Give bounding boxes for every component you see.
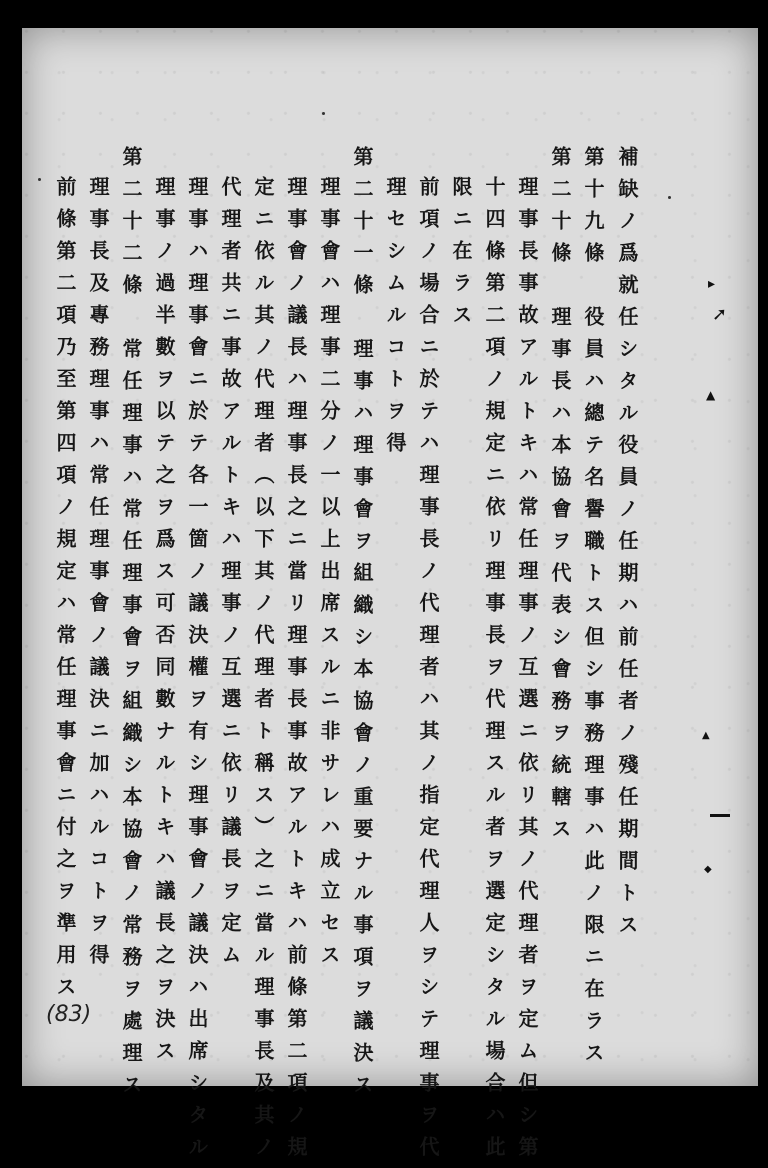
- text-column: 前條第二項乃至第四項ノ規定ハ常任理事會ニ付之ヲ準用ス: [53, 176, 77, 1008]
- margin-mark: ➚: [712, 304, 728, 325]
- ink-speck: [322, 112, 325, 115]
- text-column: 定ニ依ル其ノ代理者（以下其ノ代理者ト稱ス）之ニ當ル理事長及其ノ: [251, 176, 275, 1168]
- text-column: 理事會ハ理事二分ノ一以上出席スルニ非サレハ成立セス: [317, 176, 341, 976]
- text-column: 第十九條 役員ハ總テ名譽職トス但シ事務理事ハ此ノ限ニ在ラス: [581, 146, 605, 1074]
- text-column: 第二十一條 理事ハ理事會ヲ組織シ本協會ノ重要ナル事項ヲ議決ス: [350, 146, 374, 1106]
- text-column: 第二十二條 常任理事ハ常任理事會ヲ組織シ本協會ノ常務ヲ處理ス: [119, 146, 143, 1106]
- text-column: 補缺ノ爲就任シタル役員ノ任期ハ前任者ノ殘任期間トス: [615, 146, 639, 946]
- margin-mark: ▲: [702, 730, 710, 741]
- text-column: 十四條第二項ノ規定ニ依リ理事長ヲ代理スル者ヲ選定シタル場合ハ此: [482, 176, 506, 1168]
- margin-mark: ◆: [704, 864, 712, 875]
- text-column: 限ニ在ラス: [449, 176, 473, 336]
- margin-mark: [710, 814, 730, 817]
- page-number: (83): [46, 1002, 92, 1027]
- text-column: 理セシムルコトヲ得: [383, 176, 407, 464]
- text-column: 第二十條 理事長ハ本協會ヲ代表シ會務ヲ統轄ス: [548, 146, 572, 850]
- text-column: 理事ハ理事會ニ於テ各一箇ノ議決權ヲ有シ理事會ノ議決ハ出席シタル: [185, 176, 209, 1168]
- margin-mark: ▸: [708, 276, 716, 292]
- text-column: 理事ノ過半數ヲ以テ之ヲ爲ス可否同數ナルトキハ議長之ヲ決ス: [152, 176, 176, 1072]
- document-page: [22, 28, 758, 1168]
- text-column: 理事長及專務理事ハ常任理事會ノ議決ニ加ハルコトヲ得: [86, 176, 110, 976]
- ink-speck: [668, 196, 671, 199]
- ink-speck: [38, 178, 41, 181]
- text-column: 理事長事故アルトキハ常任理事ノ互選ニ依リ其ノ代理者ヲ定ム但シ第: [515, 176, 539, 1168]
- text-column: 前項ノ場合ニ於テハ理事長ノ代理者ハ其ノ指定代理人ヲシテ理事ヲ代: [416, 176, 440, 1168]
- text-column: 理事會ノ議長ハ理事長之ニ當リ理事長事故アルトキハ前條第二項ノ規: [284, 176, 308, 1168]
- margin-mark: ▲: [706, 388, 716, 402]
- text-column: 代理者共ニ事故アルトキハ理事ノ互選ニ依リ議長ヲ定ム: [218, 176, 242, 976]
